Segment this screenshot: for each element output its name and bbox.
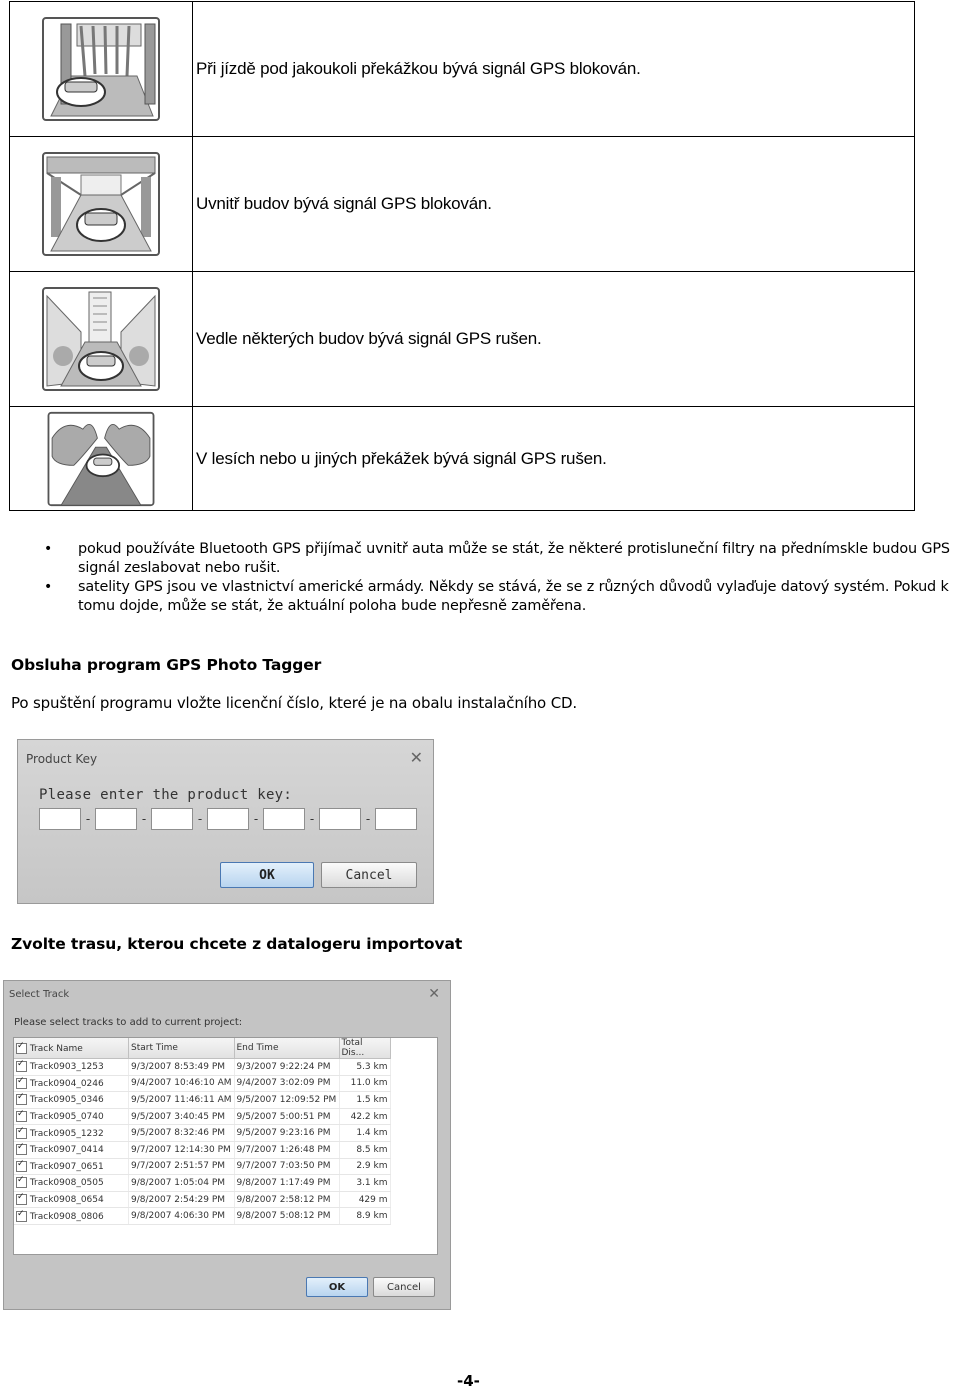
select-all-checkbox[interactable] <box>16 1043 27 1054</box>
product-key-field-7[interactable] <box>375 808 417 830</box>
product-key-field-3[interactable] <box>151 808 193 830</box>
track-name: Track0908_0505 <box>29 1178 104 1189</box>
signal-image-cell <box>10 272 193 406</box>
start-time-cell: 9/5/2007 8:32:46 PM <box>129 1125 235 1142</box>
start-time-cell: 9/8/2007 4:06:30 PM <box>129 1208 235 1225</box>
track-row[interactable] <box>14 1141 390 1158</box>
track-name-cell <box>14 1075 129 1092</box>
distance-cell: 429 m <box>339 1191 390 1208</box>
signal-text: Při jízdě pod jakoukoli překážkou bývá signál GPS blokován. <box>196 59 641 78</box>
ok-button[interactable]: OK <box>306 1277 368 1297</box>
close-icon[interactable]: ✕ <box>409 748 423 767</box>
distance-cell: 11.0 km <box>339 1075 390 1092</box>
distance-cell: 5.3 km <box>339 1059 390 1076</box>
signal-table <box>9 1 915 511</box>
start-time-cell: 9/7/2007 12:14:30 PM <box>129 1141 235 1158</box>
dialog-prompt: Please enter the product key: <box>39 787 293 803</box>
track-name-cell <box>14 1191 129 1208</box>
bullet-list <box>0 540 960 616</box>
distance-cell: 3.1 km <box>339 1175 390 1192</box>
signal-image-cell <box>10 137 193 271</box>
track-name: Track0905_0740 <box>29 1112 104 1123</box>
start-time-cell: 9/4/2007 10:46:10 AM <box>129 1075 235 1092</box>
end-time-cell: 9/4/2007 3:02:09 PM <box>234 1075 339 1092</box>
dialog-title: Product Key <box>26 752 98 766</box>
track-row[interactable] <box>14 1191 390 1208</box>
end-time-cell: 9/5/2007 9:23:16 PM <box>234 1125 339 1142</box>
car-in-tunnel-icon <box>41 151 161 257</box>
select-track-dialog <box>3 980 451 1310</box>
product-key-field-6[interactable] <box>319 808 361 830</box>
column-header-total-distance[interactable]: Total Dis... <box>339 1038 390 1059</box>
signal-row <box>10 407 914 510</box>
bullet-item <box>0 540 960 578</box>
distance-cell: 1.4 km <box>339 1125 390 1142</box>
product-key-fields <box>39 808 417 830</box>
track-name: Track0907_0414 <box>29 1145 104 1156</box>
track-name: Track0904_0246 <box>29 1078 104 1089</box>
car-under-overpass-icon <box>41 16 161 122</box>
track-checkbox[interactable] <box>16 1128 27 1139</box>
cancel-button[interactable]: Cancel <box>373 1277 435 1297</box>
track-row[interactable] <box>14 1108 390 1125</box>
track-name-cell <box>14 1059 129 1076</box>
track-name: Track0908_0654 <box>29 1195 104 1206</box>
signal-text: Vedle některých budov bývá signál GPS rušen. <box>196 329 542 348</box>
car-in-forest-icon <box>41 411 161 507</box>
page-number: -4- <box>457 1372 480 1390</box>
end-time-cell: 9/7/2007 1:26:48 PM <box>234 1141 339 1158</box>
key-separator: - <box>365 812 371 826</box>
signal-image-cell <box>10 2 193 136</box>
end-time-cell: 9/7/2007 7:03:50 PM <box>234 1158 339 1175</box>
bullet-text: pokud používáte Bluetooth GPS přijímač uvnitř auta může se stát, že některé protisluneční filtry na přednímskle budou GPS signál zeslabovat nebo rušit. <box>78 541 950 576</box>
track-checkbox[interactable] <box>16 1111 27 1122</box>
key-separator: - <box>197 812 203 826</box>
dialog-title: Select Track <box>9 989 70 1000</box>
product-key-field-2[interactable] <box>95 808 137 830</box>
close-icon[interactable]: ✕ <box>428 986 440 1002</box>
key-separator: - <box>141 812 147 826</box>
track-name-cell <box>14 1092 129 1109</box>
distance-cell: 2.9 km <box>339 1158 390 1175</box>
track-checkbox[interactable] <box>16 1177 27 1188</box>
product-key-field-1[interactable] <box>39 808 81 830</box>
key-separator: - <box>253 812 259 826</box>
track-table-header <box>14 1038 390 1059</box>
dialog-prompt: Please select tracks to add to current project: <box>14 1017 243 1028</box>
start-time-cell: 9/8/2007 2:54:29 PM <box>129 1191 235 1208</box>
distance-cell: 1.5 km <box>339 1092 390 1109</box>
ok-button[interactable]: OK <box>220 862 314 888</box>
bullet-item <box>0 578 960 616</box>
signal-row <box>10 272 914 407</box>
end-time-cell: 9/5/2007 12:09:52 PM <box>234 1092 339 1109</box>
track-checkbox[interactable] <box>16 1094 27 1105</box>
column-header-track-name[interactable]: ✓ Track Name <box>14 1038 129 1059</box>
signal-row <box>10 137 914 272</box>
track-row[interactable] <box>14 1075 390 1092</box>
end-time-cell: 9/3/2007 9:22:24 PM <box>234 1059 339 1076</box>
cancel-button[interactable]: Cancel <box>321 862 417 888</box>
track-name-cell <box>14 1125 129 1142</box>
key-separator: - <box>309 812 315 826</box>
key-separator: - <box>85 812 91 826</box>
start-time-cell: 9/5/2007 11:46:11 AM <box>129 1092 235 1109</box>
track-row[interactable] <box>14 1092 390 1109</box>
track-name-cell <box>14 1208 129 1225</box>
track-checkbox[interactable] <box>16 1078 27 1089</box>
start-time-cell: 9/5/2007 3:40:45 PM <box>129 1108 235 1125</box>
product-key-field-4[interactable] <box>207 808 249 830</box>
end-time-cell: 9/8/2007 1:17:49 PM <box>234 1175 339 1192</box>
signal-image-cell <box>10 407 193 510</box>
end-time-cell: 9/8/2007 5:08:12 PM <box>234 1208 339 1225</box>
track-name: Track0903_1253 <box>29 1062 104 1073</box>
track-checkbox[interactable] <box>16 1211 27 1222</box>
track-name: Track0907_0651 <box>29 1161 104 1172</box>
track-row[interactable] <box>14 1158 390 1175</box>
end-time-cell: 9/8/2007 2:58:12 PM <box>234 1191 339 1208</box>
track-name-cell <box>14 1108 129 1125</box>
distance-cell: 42.2 km <box>339 1108 390 1125</box>
bullet-dot: • <box>44 541 53 557</box>
track-table <box>14 1038 391 1225</box>
product-key-field-5[interactable] <box>263 808 305 830</box>
product-key-dialog <box>17 739 434 904</box>
signal-text: Uvnitř budov bývá signál GPS blokován. <box>196 194 492 213</box>
signal-row <box>10 2 914 137</box>
track-checkbox[interactable] <box>16 1194 27 1205</box>
paragraph: Po spuštění programu vložte licenční číslo, které je na obalu instalačního CD. <box>11 694 578 712</box>
track-checkbox[interactable] <box>16 1161 27 1172</box>
start-time-cell: 9/3/2007 8:53:49 PM <box>129 1059 235 1076</box>
track-checkbox[interactable] <box>16 1144 27 1155</box>
track-checkbox[interactable] <box>16 1061 27 1072</box>
distance-cell: 8.5 km <box>339 1141 390 1158</box>
column-header-end-time[interactable]: End Time <box>234 1038 339 1059</box>
track-name: Track0905_0346 <box>29 1095 104 1106</box>
bullet-dot: • <box>44 579 53 595</box>
track-name-cell <box>14 1175 129 1192</box>
car-between-buildings-icon <box>41 286 161 392</box>
track-row[interactable] <box>14 1059 390 1076</box>
track-name: Track0905_1232 <box>29 1128 104 1139</box>
end-time-cell: 9/5/2007 5:00:51 PM <box>234 1108 339 1125</box>
bullet-text: satelity GPS jsou ve vlastnictví americké armády. Někdy se stává, že se z různých důvodů vylaďuje datový systém. Pokud k tomu dojde, může se stát, že aktuální poloha bude nepřesně zaměřena. <box>78 579 949 614</box>
section-heading: Obsluha program GPS Photo Tagger <box>11 656 322 674</box>
signal-text: V lesích nebo u jiných překážek bývá signál GPS rušen. <box>196 448 607 468</box>
start-time-cell: 9/8/2007 1:05:04 PM <box>129 1175 235 1192</box>
track-name-cell <box>14 1141 129 1158</box>
track-name: Track0908_0806 <box>29 1211 104 1222</box>
track-list <box>13 1037 438 1255</box>
track-name-cell <box>14 1158 129 1175</box>
track-row[interactable] <box>14 1125 390 1142</box>
column-header-start-time[interactable]: Start Time <box>129 1038 235 1059</box>
track-row[interactable] <box>14 1208 390 1225</box>
start-time-cell: 9/7/2007 2:51:57 PM <box>129 1158 235 1175</box>
track-row[interactable] <box>14 1175 390 1192</box>
section-heading: Zvolte trasu, kterou chcete z datalogeru importovat <box>11 935 463 953</box>
distance-cell: 8.9 km <box>339 1208 390 1225</box>
